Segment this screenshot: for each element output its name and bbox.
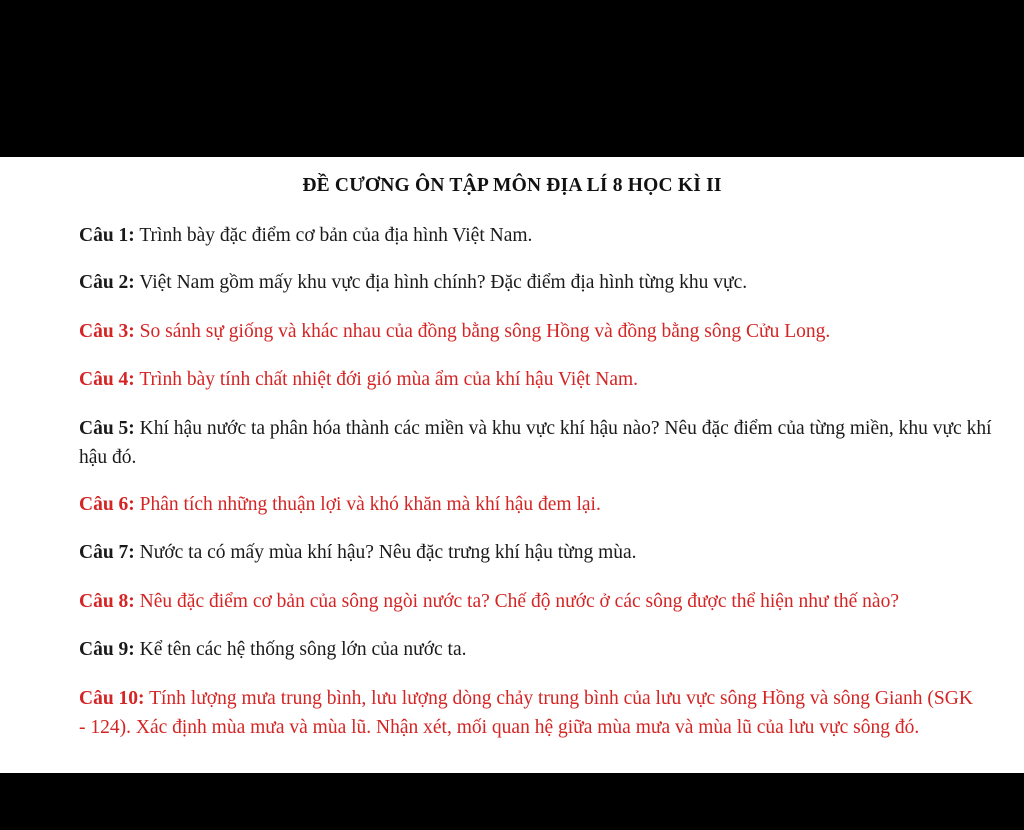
question-3 — [79, 317, 999, 346]
question-2 — [79, 268, 999, 297]
question-text: Kể tên các hệ thống sông lớn của nước ta. — [134, 639, 467, 660]
question-label: Câu 8: — [79, 591, 135, 612]
question-label: Câu 2: — [79, 272, 135, 293]
question-text: Khí hậu nước ta phân hóa thành các miền và khu vực khí hậu nào? Nêu đặc điểm của từng miền, khu vực khí hậu đó. — [79, 418, 992, 468]
question-text: Nêu đặc điểm cơ bản của sông ngòi nước ta? Chế độ nước ở các sông được thể hiện như thế nào? — [134, 591, 899, 612]
question-text: Nước ta có mấy mùa khí hậu? Nêu đặc trưng khí hậu từng mùa. — [134, 542, 637, 563]
question-text: Trình bày tính chất nhiệt đới gió mùa ẩm của khí hậu Việt Nam. — [134, 369, 639, 390]
question-label: Câu 1: — [79, 225, 135, 246]
question-1 — [79, 221, 999, 250]
document-title: ĐỀ CƯƠNG ÔN TẬP MÔN ĐỊA LÍ 8 HỌC KÌ II — [302, 175, 722, 196]
question-label: Câu 6: — [79, 494, 135, 515]
question-label: Câu 5: — [79, 418, 135, 439]
question-text: Việt Nam gồm mấy khu vực địa hình chính? Đặc điểm địa hình từng khu vực. — [134, 272, 748, 293]
question-7 — [79, 538, 999, 567]
document-page — [0, 157, 1024, 773]
question-label: Câu 7: — [79, 542, 135, 563]
question-text: Phân tích những thuận lợi và khó khăn mà khí hậu đem lại. — [134, 494, 601, 515]
question-5 — [79, 414, 999, 472]
question-8 — [79, 587, 999, 616]
question-text: So sánh sự giống và khác nhau của đồng bằng sông Hồng và đồng bằng sông Cửu Long. — [134, 321, 831, 342]
question-10 — [79, 684, 984, 742]
question-6 — [79, 490, 999, 519]
question-9 — [79, 635, 999, 664]
question-label: Câu 4: — [79, 369, 135, 390]
question-4 — [79, 365, 999, 394]
question-label: Câu 9: — [79, 639, 135, 660]
question-label: Câu 10: — [79, 688, 145, 709]
question-text: Tính lượng mưa trung bình, lưu lượng dòng chảy trung bình của lưu vực sông Hồng và sông Gianh (SGK - 124). Xác định mùa mưa và mùa lũ. Nhận xét, mối quan hệ giữa mùa mưa và mùa lũ của lưu vực sông đó. — [79, 688, 973, 738]
question-text: Trình bày đặc điểm cơ bản của địa hình Việt Nam. — [134, 225, 533, 246]
question-label: Câu 3: — [79, 321, 135, 342]
